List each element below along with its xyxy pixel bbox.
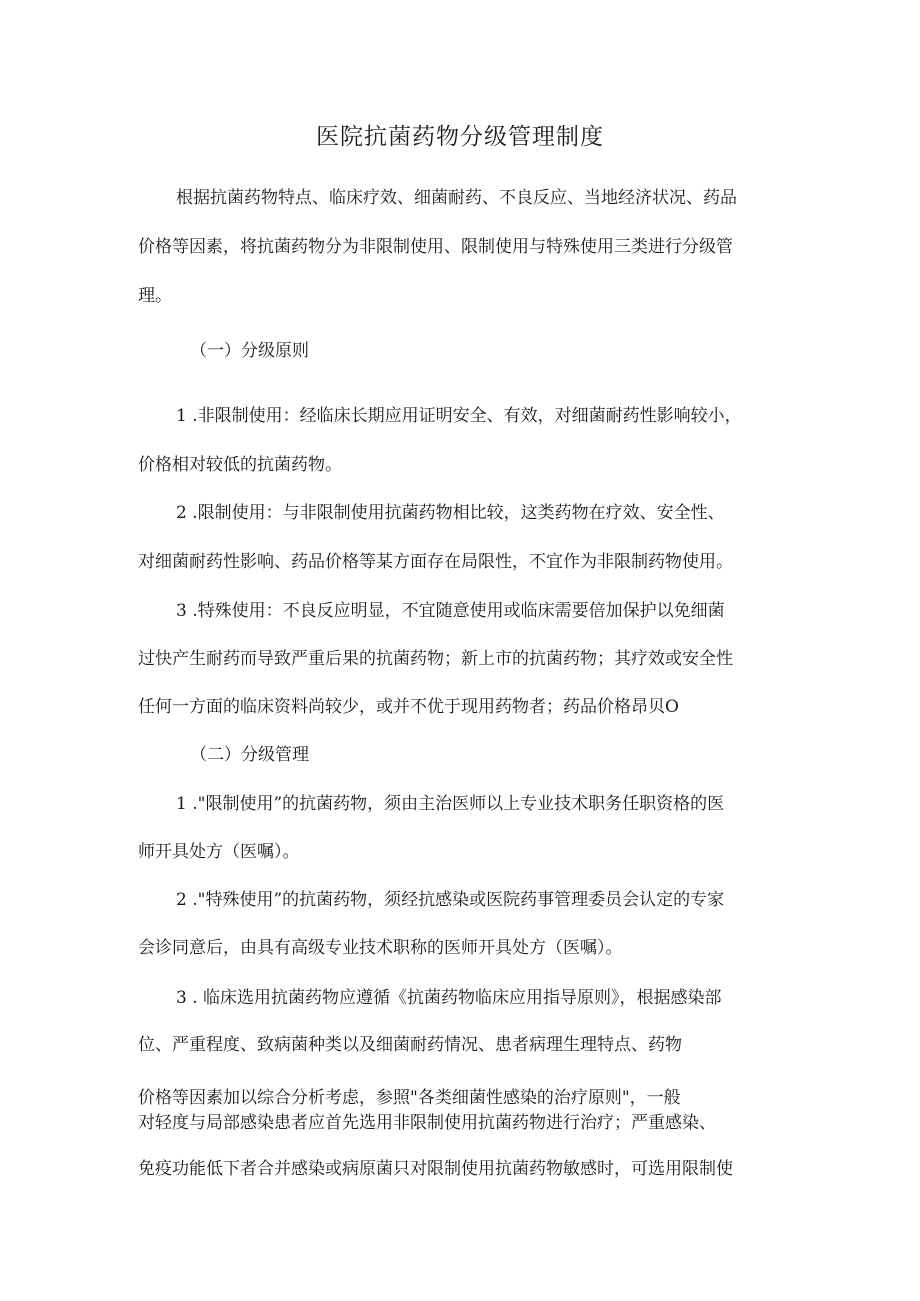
section-heading-grading-principles: （一）分级原则 xyxy=(190,341,309,361)
principle-2-line-1: 2 .限制使用：与非限制使用抗菌药物相比较，这类药物在疗效、安全性、 xyxy=(176,503,725,523)
principle-3-line-3: 任何一方面的临床资料尚较少，或并不优于现用药物者；药品价格昂贝O xyxy=(138,697,679,717)
intro-line-3: 理。 xyxy=(138,286,172,306)
management-3-line-1: 3 . 临床选用抗菌药物应遵循《抗菌药物临床应用指导原则》，根据感染部 xyxy=(176,988,722,1008)
section-heading-grading-management: （二）分级管理 xyxy=(190,745,309,765)
principle-3-line-1: 3 .特殊使用：不良反应明显，不宜随意使用或临床需要倍加保护以免细菌 xyxy=(176,601,725,621)
principle-1-line-1: 1 .非限制使用：经临床长期应用证明安全、有效，对细菌耐药性影响较小， xyxy=(176,406,742,426)
management-3-line-4: 对轻度与局部感染患者应首先选用非限制使用抗菌药物进行治疗；严重感染、 xyxy=(138,1113,716,1133)
management-2-line-2: 会诊同意后，由具有高级专业技术职称的医师开具处方（医嘱）。 xyxy=(138,938,623,958)
management-3-line-3: 价格等因素加以综合分析考虑，参照"各类细菌性感染的治疗原则"，一般 xyxy=(138,1088,681,1108)
document-title: 医院抗菌药物分级管理制度 xyxy=(316,124,604,150)
principle-3-line-2: 过快产生耐药而导致严重后果的抗菌药物；新上市的抗菌药物；其疗效或安全性 xyxy=(138,649,733,669)
management-3-line-5: 免疫功能低下者合并感染或病原菌只对限制使用抗菌药物敏感时，可选用限制使 xyxy=(138,1159,733,1179)
management-1-line-1: 1 ."限制使用”的抗菌药物，须由主治医师以上专业技术职务任职资格的医 xyxy=(176,794,725,814)
principle-2-line-2: 对细菌耐药性影响、药品价格等某方面存在局限性，不宜作为非限制药物使用。 xyxy=(138,552,733,572)
management-1-line-2: 师开具处方（医嘱）。 xyxy=(138,842,300,862)
management-2-line-1: 2 ."特殊使用”的抗菌药物，须经抗感染或医院药事管理委员会认定的专家 xyxy=(176,890,725,910)
intro-line-1: 根据抗菌药物特点、临床疗效、细菌耐药、不良反应、当地经济状况、药品 xyxy=(176,188,737,208)
principle-1-line-2: 价格相对较低的抗菌药物。 xyxy=(138,455,342,475)
management-3-line-2: 位、严重程度、致病菌种类以及细菌耐药情况、患者病理生理特点、药物 xyxy=(138,1035,682,1055)
intro-line-2: 价格等因素，将抗菌药物分为非限制使用、限制使用与特殊使用三类进行分级管 xyxy=(138,237,733,257)
